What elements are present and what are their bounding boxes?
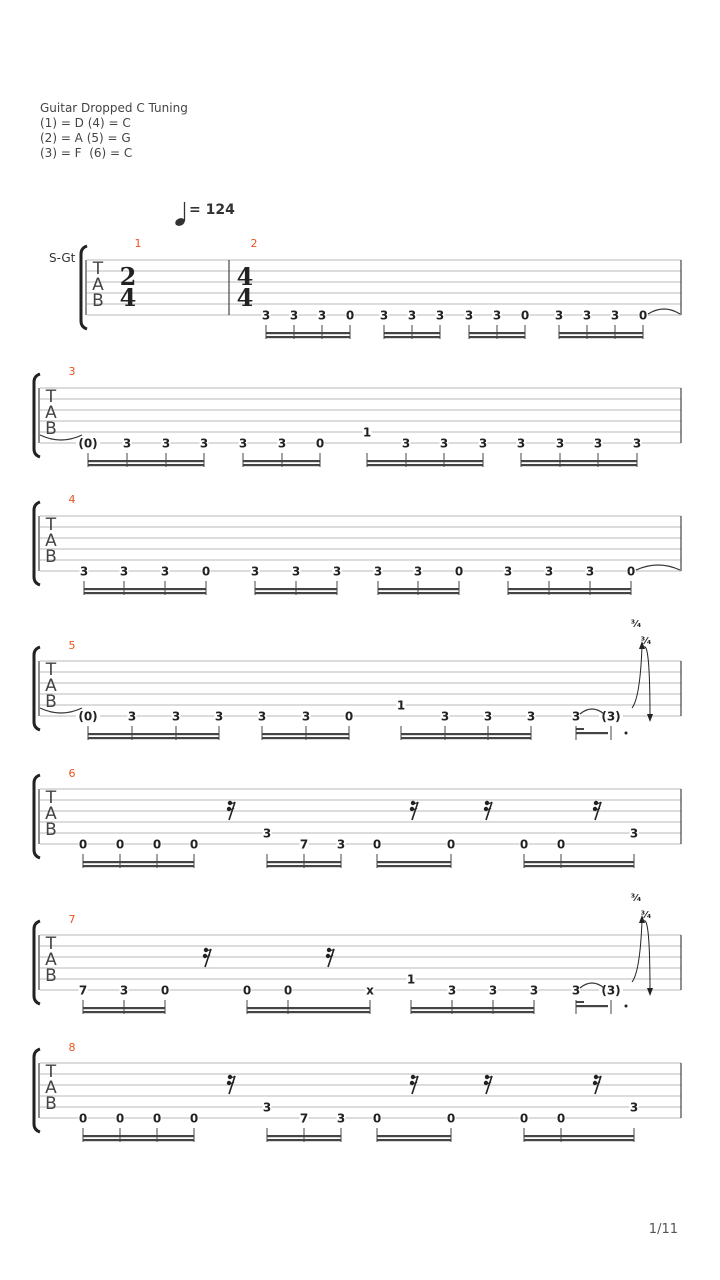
beam bbox=[524, 1135, 634, 1137]
tab-clef-letter: B bbox=[45, 820, 57, 840]
fret-number: 3 bbox=[464, 308, 474, 323]
tab-clef-letter: B bbox=[92, 291, 104, 311]
measure-number: 4 bbox=[68, 493, 76, 506]
beam bbox=[521, 464, 637, 466]
fret-number: 0 bbox=[152, 837, 162, 852]
fret-number: 3 bbox=[440, 709, 450, 724]
beam bbox=[88, 464, 204, 466]
tab-clef-letter: T bbox=[45, 934, 57, 954]
beam bbox=[508, 588, 631, 590]
fret-number: 1 bbox=[396, 698, 406, 713]
beam bbox=[378, 592, 459, 594]
tab-clef-letter: T bbox=[45, 1062, 57, 1082]
bend-label: ³⁄₄ bbox=[630, 619, 642, 630]
tempo-value: = 124 bbox=[189, 202, 235, 218]
fret-number: 0 bbox=[519, 837, 529, 852]
measure-number: 7 bbox=[68, 913, 76, 926]
measure bbox=[80, 565, 636, 596]
beam bbox=[524, 861, 634, 863]
fret-number: 3 bbox=[439, 436, 449, 451]
fret-number: 3 bbox=[122, 436, 132, 451]
tab-clef-letter: A bbox=[92, 275, 104, 295]
fret-number: 3 bbox=[492, 308, 502, 323]
tab-clef-letter: A bbox=[45, 1078, 57, 1098]
fret-number: 7 bbox=[299, 1111, 309, 1126]
beam bbox=[262, 733, 349, 735]
fret-number: 3 bbox=[526, 709, 536, 724]
beam bbox=[384, 332, 440, 334]
tab-staff bbox=[34, 921, 681, 1004]
fret-number: 3 bbox=[529, 983, 539, 998]
fret-number: 3 bbox=[79, 564, 89, 579]
beam bbox=[83, 1007, 165, 1009]
fret-number: 0 bbox=[345, 308, 355, 323]
fret-number: 3 bbox=[571, 709, 581, 724]
tab-clef-letter: B bbox=[45, 966, 57, 986]
sixteenth-rest-icon bbox=[484, 801, 492, 820]
beam bbox=[559, 336, 643, 338]
beam bbox=[469, 336, 525, 338]
bend-label: ³⁄₄ bbox=[640, 910, 652, 921]
fret-number: 3 bbox=[435, 308, 445, 323]
beam bbox=[83, 861, 194, 863]
fret-number: 0 bbox=[446, 837, 456, 852]
fret-number: 3 bbox=[261, 308, 271, 323]
bend-release bbox=[644, 921, 650, 992]
bend-label: ³⁄₄ bbox=[630, 893, 642, 904]
bend-arrow-down bbox=[647, 714, 653, 722]
tab-clef-letter: T bbox=[45, 387, 57, 407]
beam bbox=[411, 1007, 534, 1009]
time-signature-bottom: 4 bbox=[236, 283, 254, 312]
fret-number: 3 bbox=[262, 826, 272, 841]
sixteenth-rest-icon bbox=[227, 801, 235, 820]
fret-number: 3 bbox=[119, 983, 129, 998]
fret-number: 3 bbox=[516, 436, 526, 451]
measure-number: 6 bbox=[68, 767, 76, 780]
beam bbox=[411, 1011, 534, 1013]
beam bbox=[524, 865, 634, 867]
tab-staff bbox=[34, 1049, 681, 1132]
fret-number: 0 bbox=[372, 837, 382, 852]
fret-number: 0 bbox=[626, 564, 636, 579]
tie-arc bbox=[648, 309, 680, 314]
fret-number: 3 bbox=[262, 1100, 272, 1115]
fret-number: 3 bbox=[571, 983, 581, 998]
dot-marker bbox=[625, 1005, 628, 1008]
tab-clef-letter: A bbox=[45, 950, 57, 970]
beam bbox=[367, 460, 483, 462]
tab-clef-letter: B bbox=[45, 419, 57, 439]
beam-stub bbox=[576, 1001, 584, 1003]
fret-number: 3 bbox=[629, 826, 639, 841]
beam bbox=[576, 1005, 608, 1007]
tab-clef-letter: A bbox=[45, 531, 57, 551]
beam bbox=[576, 732, 608, 734]
beam bbox=[83, 1139, 194, 1141]
beam bbox=[508, 592, 631, 594]
fret-number: (3) bbox=[601, 983, 621, 998]
fret-number: 3 bbox=[593, 436, 603, 451]
fret-number: 3 bbox=[317, 308, 327, 323]
measure-number: 2 bbox=[250, 237, 258, 250]
tab-clef-letter: A bbox=[45, 403, 57, 423]
fret-number: 3 bbox=[629, 1100, 639, 1115]
time-signature-top: 2 bbox=[119, 262, 137, 291]
beam bbox=[83, 865, 194, 867]
fret-number: 0 bbox=[315, 436, 325, 451]
tab-clef-letter: A bbox=[45, 804, 57, 824]
time-signature-bottom: 4 bbox=[119, 283, 137, 312]
sixteenth-rest-icon bbox=[484, 1075, 492, 1094]
fret-number: 7 bbox=[299, 837, 309, 852]
fret-number: 0 bbox=[160, 983, 170, 998]
fret-number: 3 bbox=[250, 564, 260, 579]
tuning-line: (2) = A (5) = G bbox=[40, 131, 131, 145]
fret-number: 3 bbox=[379, 308, 389, 323]
fret-number: 3 bbox=[336, 837, 346, 852]
tab-clef-letter: T bbox=[45, 788, 57, 808]
fret-number: x bbox=[366, 983, 374, 998]
fret-number: 3 bbox=[171, 709, 181, 724]
fret-number: 3 bbox=[503, 564, 513, 579]
tab-clef-letter: T bbox=[92, 259, 104, 279]
beam bbox=[378, 588, 459, 590]
fret-number: 3 bbox=[289, 308, 299, 323]
fret-number: 0 bbox=[115, 837, 125, 852]
fret-number: 0 bbox=[638, 308, 648, 323]
beam-stub bbox=[576, 728, 584, 730]
sixteenth-rest-icon bbox=[593, 801, 601, 820]
fret-number: 0 bbox=[189, 837, 199, 852]
fret-number: 1 bbox=[362, 425, 372, 440]
bend-arrow-down bbox=[647, 988, 653, 996]
fret-number: 3 bbox=[160, 564, 170, 579]
beam bbox=[377, 861, 451, 863]
bend-release bbox=[644, 647, 650, 718]
beam bbox=[267, 861, 341, 863]
fret-number: 1 bbox=[406, 972, 416, 987]
beam bbox=[267, 1139, 341, 1141]
fret-number: 3 bbox=[277, 436, 287, 451]
fret-number: 0 bbox=[519, 1111, 529, 1126]
fret-number: 3 bbox=[214, 709, 224, 724]
measure-number: 5 bbox=[68, 639, 76, 652]
fret-number: 0 bbox=[372, 1111, 382, 1126]
fret-number: 3 bbox=[291, 564, 301, 579]
fret-number: 3 bbox=[401, 436, 411, 451]
fret-number: (3) bbox=[601, 709, 621, 724]
bend-curve bbox=[632, 647, 642, 708]
beam bbox=[469, 332, 525, 334]
beam bbox=[401, 733, 531, 735]
tie-arc bbox=[636, 565, 680, 570]
fret-number: 0 bbox=[115, 1111, 125, 1126]
beam bbox=[266, 332, 350, 334]
fret-number: 3 bbox=[257, 709, 267, 724]
beam bbox=[247, 1007, 370, 1009]
fret-number: 3 bbox=[488, 983, 498, 998]
tab-clef-letter: B bbox=[45, 1094, 57, 1114]
tab-clef-letter: T bbox=[45, 515, 57, 535]
fret-number: (0) bbox=[78, 436, 98, 451]
fret-number: 0 bbox=[78, 1111, 88, 1126]
fret-number: 3 bbox=[447, 983, 457, 998]
beam bbox=[88, 737, 219, 739]
sixteenth-rest-icon bbox=[410, 801, 418, 820]
beam bbox=[521, 460, 637, 462]
beam bbox=[377, 865, 451, 867]
tab-clef-letter: T bbox=[45, 660, 57, 680]
beam bbox=[367, 464, 483, 466]
fret-number: 0 bbox=[242, 983, 252, 998]
fret-number: 0 bbox=[283, 983, 293, 998]
fret-number: 3 bbox=[199, 436, 209, 451]
fret-number: 3 bbox=[407, 308, 417, 323]
measure-number: 1 bbox=[134, 237, 142, 250]
measure-number: 8 bbox=[68, 1041, 76, 1054]
beam bbox=[83, 1011, 165, 1013]
fret-number: 3 bbox=[582, 308, 592, 323]
beam bbox=[377, 1139, 451, 1141]
fret-number: 0 bbox=[152, 1111, 162, 1126]
tuning-line: (3) = F (6) = C bbox=[40, 146, 133, 160]
beam bbox=[243, 460, 320, 462]
fret-number: 0 bbox=[78, 837, 88, 852]
beam bbox=[83, 1135, 194, 1137]
beam bbox=[266, 336, 350, 338]
beam bbox=[243, 464, 320, 466]
fret-number: 3 bbox=[238, 436, 248, 451]
fret-number: (0) bbox=[78, 709, 98, 724]
fret-number: 3 bbox=[585, 564, 595, 579]
beam bbox=[267, 1135, 341, 1137]
beam bbox=[384, 336, 440, 338]
measure-number: 3 bbox=[68, 365, 76, 378]
fret-number: 3 bbox=[632, 436, 642, 451]
fret-number: 3 bbox=[555, 436, 565, 451]
time-signature-top: 4 bbox=[236, 262, 254, 291]
beam bbox=[247, 1011, 370, 1013]
fret-number: 0 bbox=[556, 1111, 566, 1126]
bend-curve bbox=[632, 921, 642, 982]
beam bbox=[377, 1135, 451, 1137]
beam bbox=[88, 460, 204, 462]
fret-number: 3 bbox=[336, 1111, 346, 1126]
fret-number: 3 bbox=[483, 709, 493, 724]
beam bbox=[255, 588, 337, 590]
sixteenth-rest-icon bbox=[410, 1075, 418, 1094]
fret-number: 0 bbox=[520, 308, 530, 323]
beam bbox=[559, 332, 643, 334]
fret-number: 0 bbox=[446, 1111, 456, 1126]
fret-number: 0 bbox=[454, 564, 464, 579]
beam bbox=[255, 592, 337, 594]
beam bbox=[401, 737, 531, 739]
track-name: S-Gt bbox=[49, 251, 76, 265]
tab-staff bbox=[34, 775, 681, 858]
measure bbox=[262, 309, 648, 340]
fret-number: 3 bbox=[127, 709, 137, 724]
tab-clef-letter: B bbox=[45, 692, 57, 712]
beam bbox=[84, 588, 206, 590]
fret-number: 0 bbox=[201, 564, 211, 579]
beam bbox=[524, 1139, 634, 1141]
page-number: 1/11 bbox=[648, 1222, 678, 1237]
fret-number: 0 bbox=[344, 709, 354, 724]
tuning-line: (1) = D (4) = C bbox=[40, 116, 131, 130]
fret-number: 3 bbox=[478, 436, 488, 451]
fret-number: 0 bbox=[189, 1111, 199, 1126]
tab-clef-letter: B bbox=[45, 547, 57, 567]
beam bbox=[262, 737, 349, 739]
tuning-title: Guitar Dropped C Tuning bbox=[40, 101, 188, 115]
tab-staff bbox=[34, 502, 681, 585]
fret-number: 7 bbox=[78, 983, 88, 998]
fret-number: 3 bbox=[161, 436, 171, 451]
sixteenth-rest-icon bbox=[227, 1075, 235, 1094]
fret-number: 3 bbox=[119, 564, 129, 579]
dot-marker bbox=[625, 732, 628, 735]
fret-number: 3 bbox=[610, 308, 620, 323]
bend-label: ³⁄₄ bbox=[640, 636, 652, 647]
beam bbox=[267, 865, 341, 867]
fret-number: 3 bbox=[373, 564, 383, 579]
fret-number: 3 bbox=[332, 564, 342, 579]
fret-number: 3 bbox=[301, 709, 311, 724]
fret-number: 0 bbox=[556, 837, 566, 852]
beam bbox=[84, 592, 206, 594]
sixteenth-rest-icon bbox=[593, 1075, 601, 1094]
fret-number: 3 bbox=[413, 564, 423, 579]
tab-clef-letter: A bbox=[45, 676, 57, 696]
fret-number: 3 bbox=[554, 308, 564, 323]
fret-number: 3 bbox=[544, 564, 554, 579]
beam bbox=[88, 733, 219, 735]
